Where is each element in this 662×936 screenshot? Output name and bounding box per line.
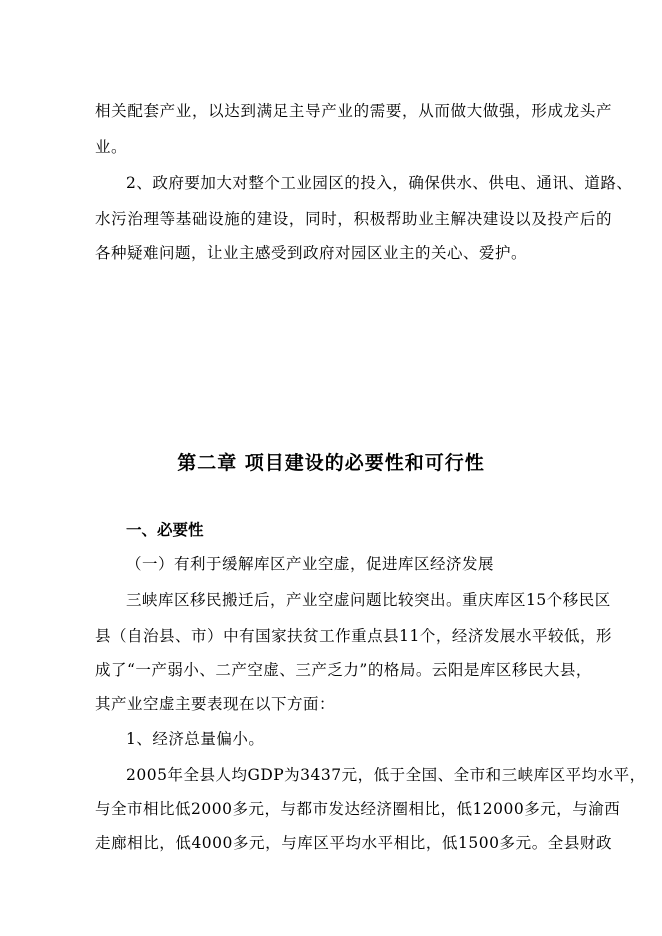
section-title: 一、必要性 — [126, 521, 204, 539]
paragraph-line: 相关配套产业，以达到满足主导产业的需要，从而做大做强，形成龙头产 — [95, 102, 612, 120]
paragraph-line: 成了“一产弱小、二产空虚、三产乏力”的格局。云阳是库区移民大县， — [95, 661, 592, 679]
paragraph-line: 2、政府要加大对整个工业园区的投入，确保供水、供电、通讯、道路、 — [126, 174, 633, 192]
paragraph-line: 县（自治县、市）中有国家扶贫工作重点县11个，经济发展水平较低，形 — [95, 627, 612, 645]
paragraph-line: 2005年全县人均GDP为3437元，低于全国、全市和三峡库区平均水平， — [126, 766, 646, 784]
paragraph-line: 各种疑难问题，让业主感受到政府对园区业主的关心、爱护。 — [95, 244, 528, 262]
paragraph-line: 三峡库区移民搬迁后，产业空虚问题比较突出。重庆库区15个移民区 — [126, 591, 611, 609]
chapter-title: 第二章 项目建设的必要性和可行性 — [177, 452, 485, 474]
list-item: 1、经济总量偏小。 — [126, 730, 265, 748]
paragraph-line: 走廊相比，低4000多元，与库区平均水平相比，低1500多元。全县财政 — [95, 834, 612, 852]
subsection-title: （一）有利于缓解库区产业空虚，促进库区经济发展 — [126, 555, 495, 573]
paragraph-line: 与全市相比低2000多元，与都市发达经济圈相比，低12000多元，与渝西 — [95, 800, 621, 818]
paragraph-line: 业。 — [95, 138, 128, 156]
paragraph-line: 水污治理等基础设施的建设，同时，积极帮助业主解决建设以及投产后的 — [95, 210, 612, 228]
paragraph-line: 其产业空虚主要表现在以下方面： — [95, 695, 336, 713]
